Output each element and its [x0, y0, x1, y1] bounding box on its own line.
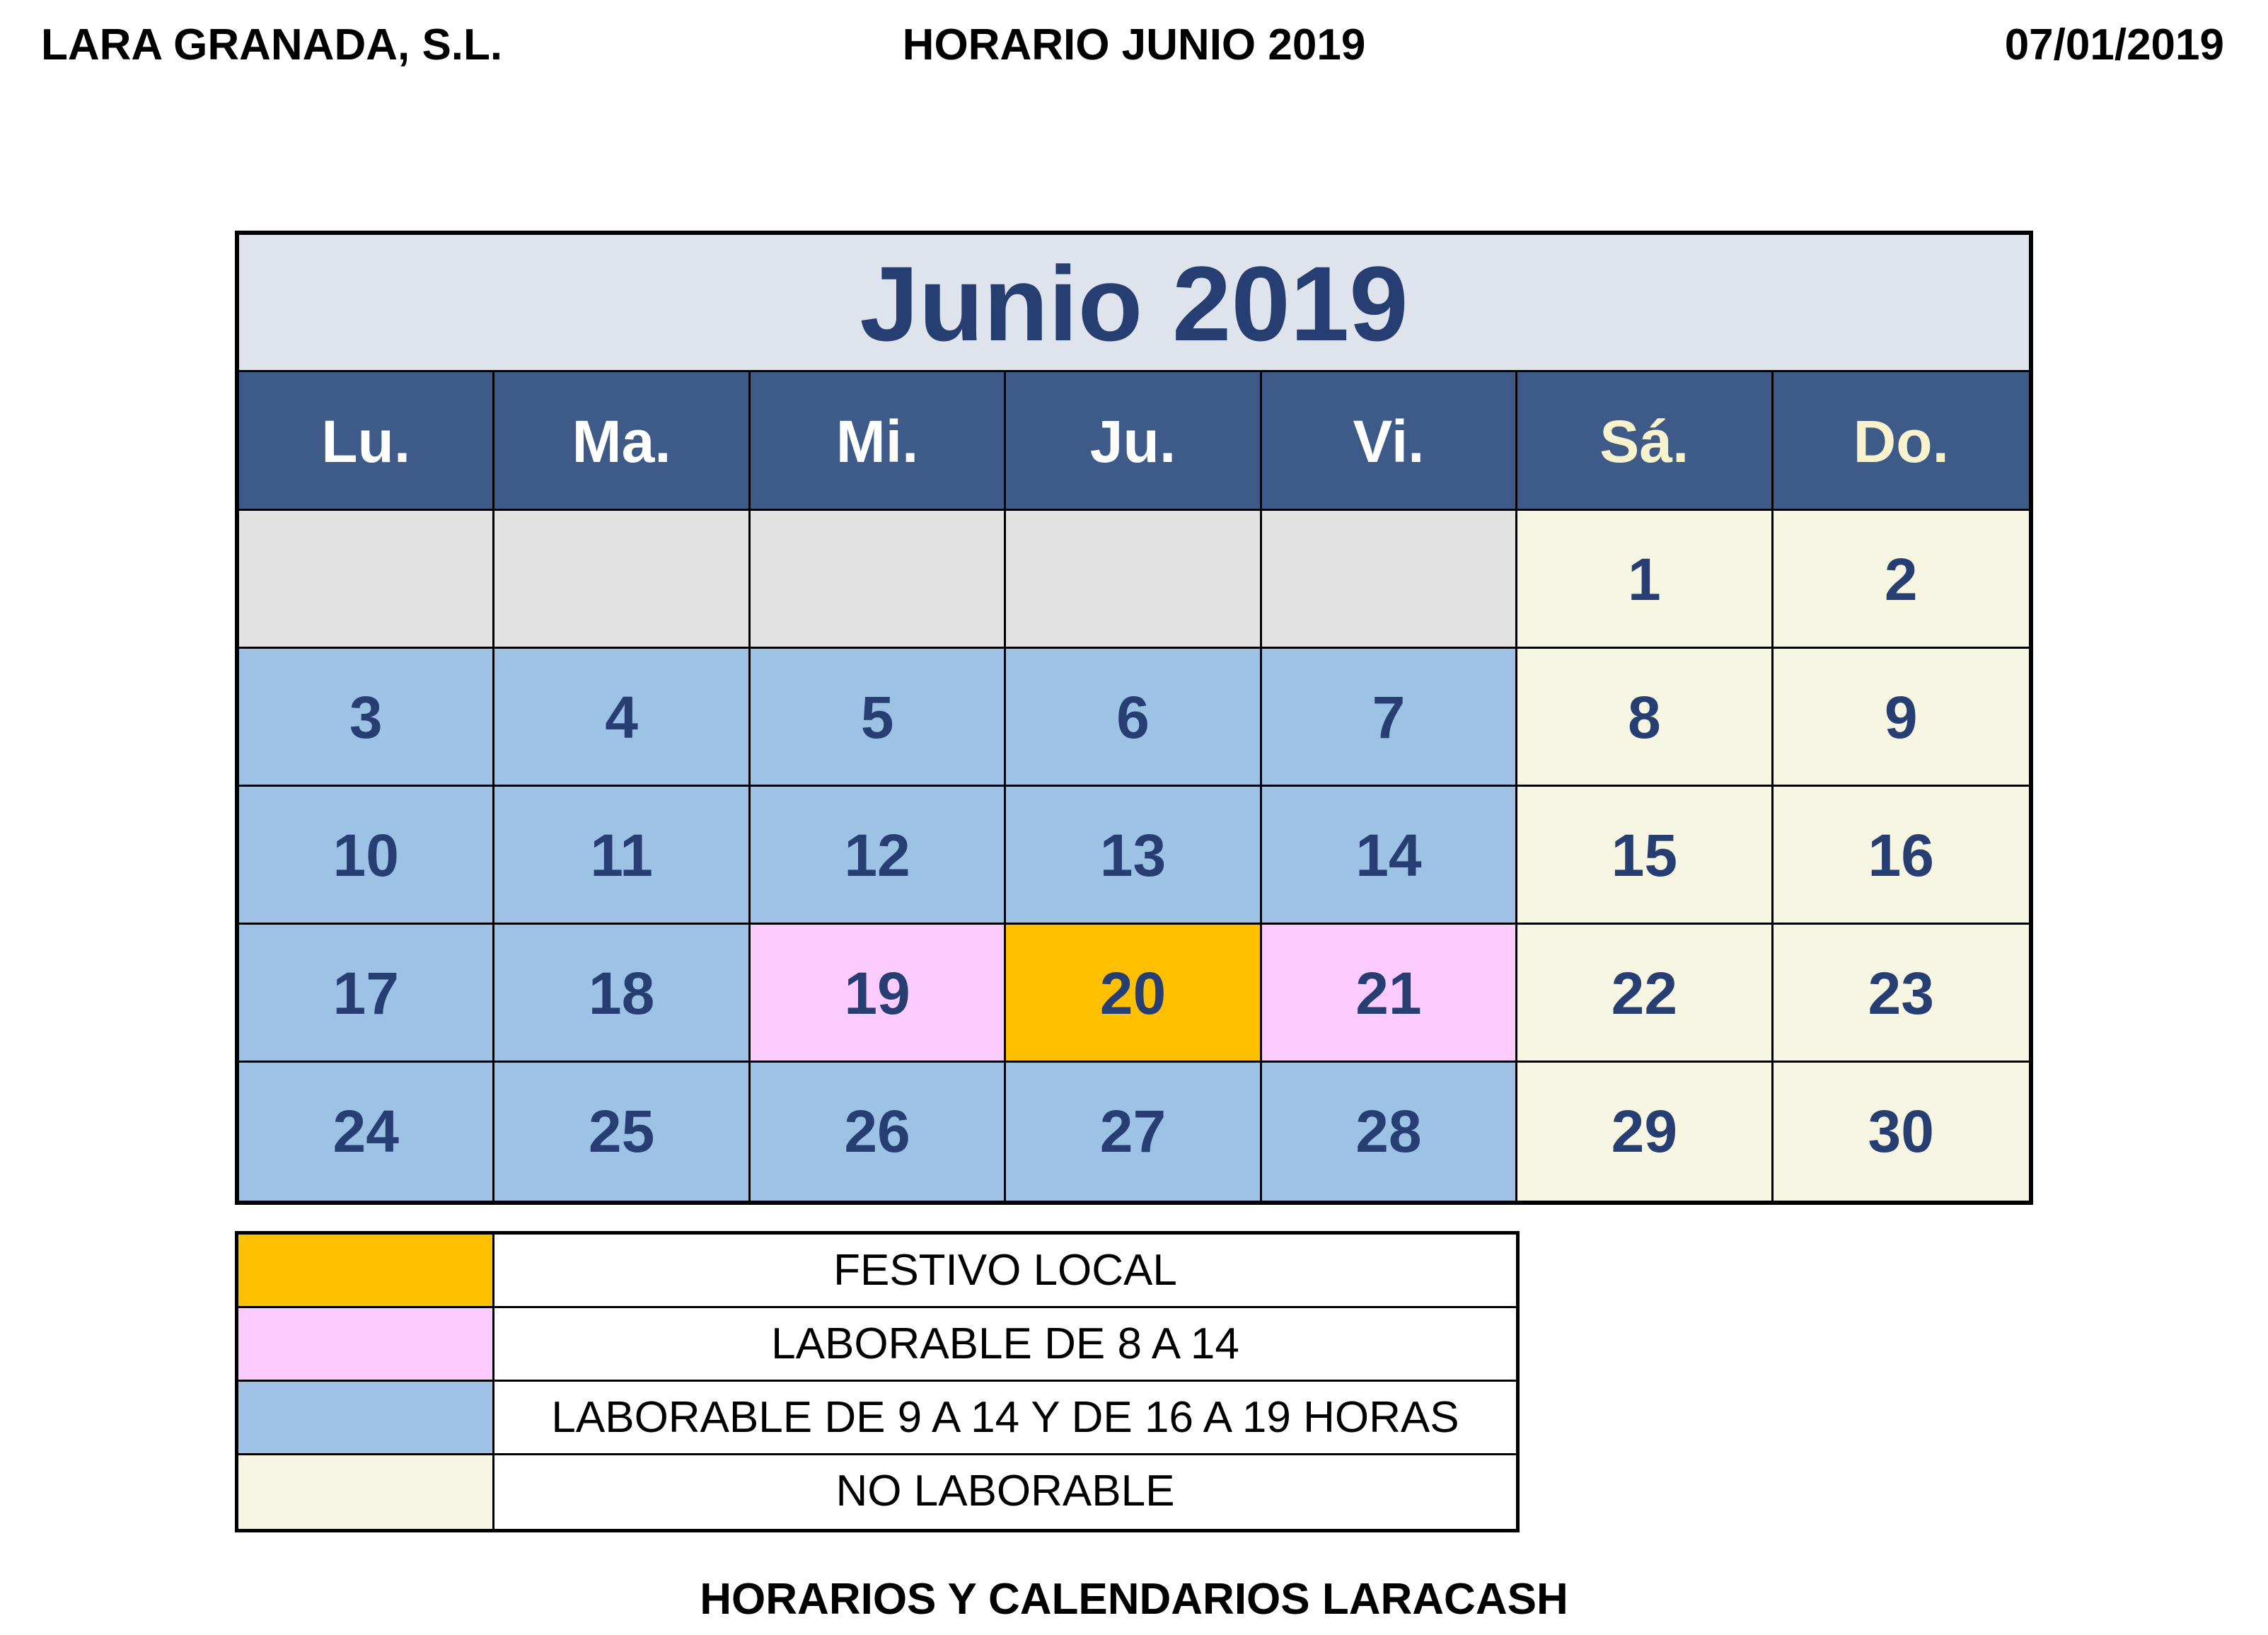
legend: [235, 1231, 1520, 1532]
legend-label: NO LABORABLE: [835, 1467, 1175, 1515]
legend-row: [238, 1235, 1516, 1308]
calendar-day: 29: [1517, 1063, 1773, 1201]
document-date: 07/01/2019: [2004, 21, 2224, 69]
weekday-header: Mi.: [751, 372, 1006, 511]
calendar-day: 17: [239, 925, 494, 1063]
calendar-day: 10: [239, 787, 494, 925]
legend-row: [238, 1455, 1516, 1529]
calendar-day: 27: [1006, 1063, 1261, 1201]
company-name: LARA GRANADA, S.L.: [41, 21, 503, 69]
calendar-day: 18: [494, 925, 750, 1063]
calendar-day: 12: [751, 787, 1006, 925]
calendar-day-empty: [1262, 511, 1517, 649]
legend-row: [238, 1382, 1516, 1455]
calendar-day: 11: [494, 787, 750, 925]
calendar-day: 4: [494, 649, 750, 787]
calendar-day: 3: [239, 649, 494, 787]
calendar-day: 1: [1517, 511, 1773, 649]
weekday-header: Do.: [1774, 372, 2029, 511]
legend-swatch: [238, 1235, 494, 1306]
calendar-day: 23: [1774, 925, 2029, 1063]
calendar-day: 16: [1774, 787, 2029, 925]
weekday-header: Vi.: [1262, 372, 1517, 511]
legend-label: FESTIVO LOCAL: [833, 1246, 1177, 1295]
legend-swatch: [238, 1455, 494, 1529]
calendar-day: 2: [1774, 511, 2029, 649]
calendar-day-empty: [751, 511, 1006, 649]
legend-swatch: [238, 1308, 494, 1380]
calendar-day: 26: [751, 1063, 1006, 1201]
weekday-header: Sá.: [1517, 372, 1773, 511]
page-title: HORARIO JUNIO 2019: [902, 21, 1366, 69]
calendar-day: 28: [1262, 1063, 1517, 1201]
legend-label: LABORABLE DE 9 A 14 Y DE 16 A 19 HORAS: [551, 1393, 1459, 1442]
calendar-day: 14: [1262, 787, 1517, 925]
calendar-day: 6: [1006, 649, 1261, 787]
calendar-day: 8: [1517, 649, 1773, 787]
calendar-day: 20: [1006, 925, 1261, 1063]
weekday-header: Ma.: [494, 372, 750, 511]
calendar-day: 5: [751, 649, 1006, 787]
calendar: [235, 231, 2033, 1205]
weekday-header: Lu.: [239, 372, 494, 511]
calendar-day: 30: [1774, 1063, 2029, 1201]
calendar-day: 9: [1774, 649, 2029, 787]
calendar-day-empty: [1006, 511, 1261, 649]
calendar-day: 15: [1517, 787, 1773, 925]
weekday-header: Ju.: [1006, 372, 1261, 511]
calendar-title: Junio 2019: [239, 235, 2029, 372]
calendar-grid: [239, 372, 2029, 1201]
calendar-day: 13: [1006, 787, 1261, 925]
calendar-day-empty: [494, 511, 750, 649]
calendar-day: 21: [1262, 925, 1517, 1063]
calendar-day: 22: [1517, 925, 1773, 1063]
calendar-day: 25: [494, 1063, 750, 1201]
legend-label: LABORABLE DE 8 A 14: [771, 1319, 1239, 1368]
legend-swatch: [238, 1382, 494, 1453]
calendar-day: 7: [1262, 649, 1517, 787]
calendar-day: 24: [239, 1063, 494, 1201]
footer-text: HORARIOS Y CALENDARIOS LARACASH: [700, 1575, 1568, 1624]
calendar-day-empty: [239, 511, 494, 649]
calendar-day: 19: [751, 925, 1006, 1063]
legend-row: [238, 1308, 1516, 1382]
